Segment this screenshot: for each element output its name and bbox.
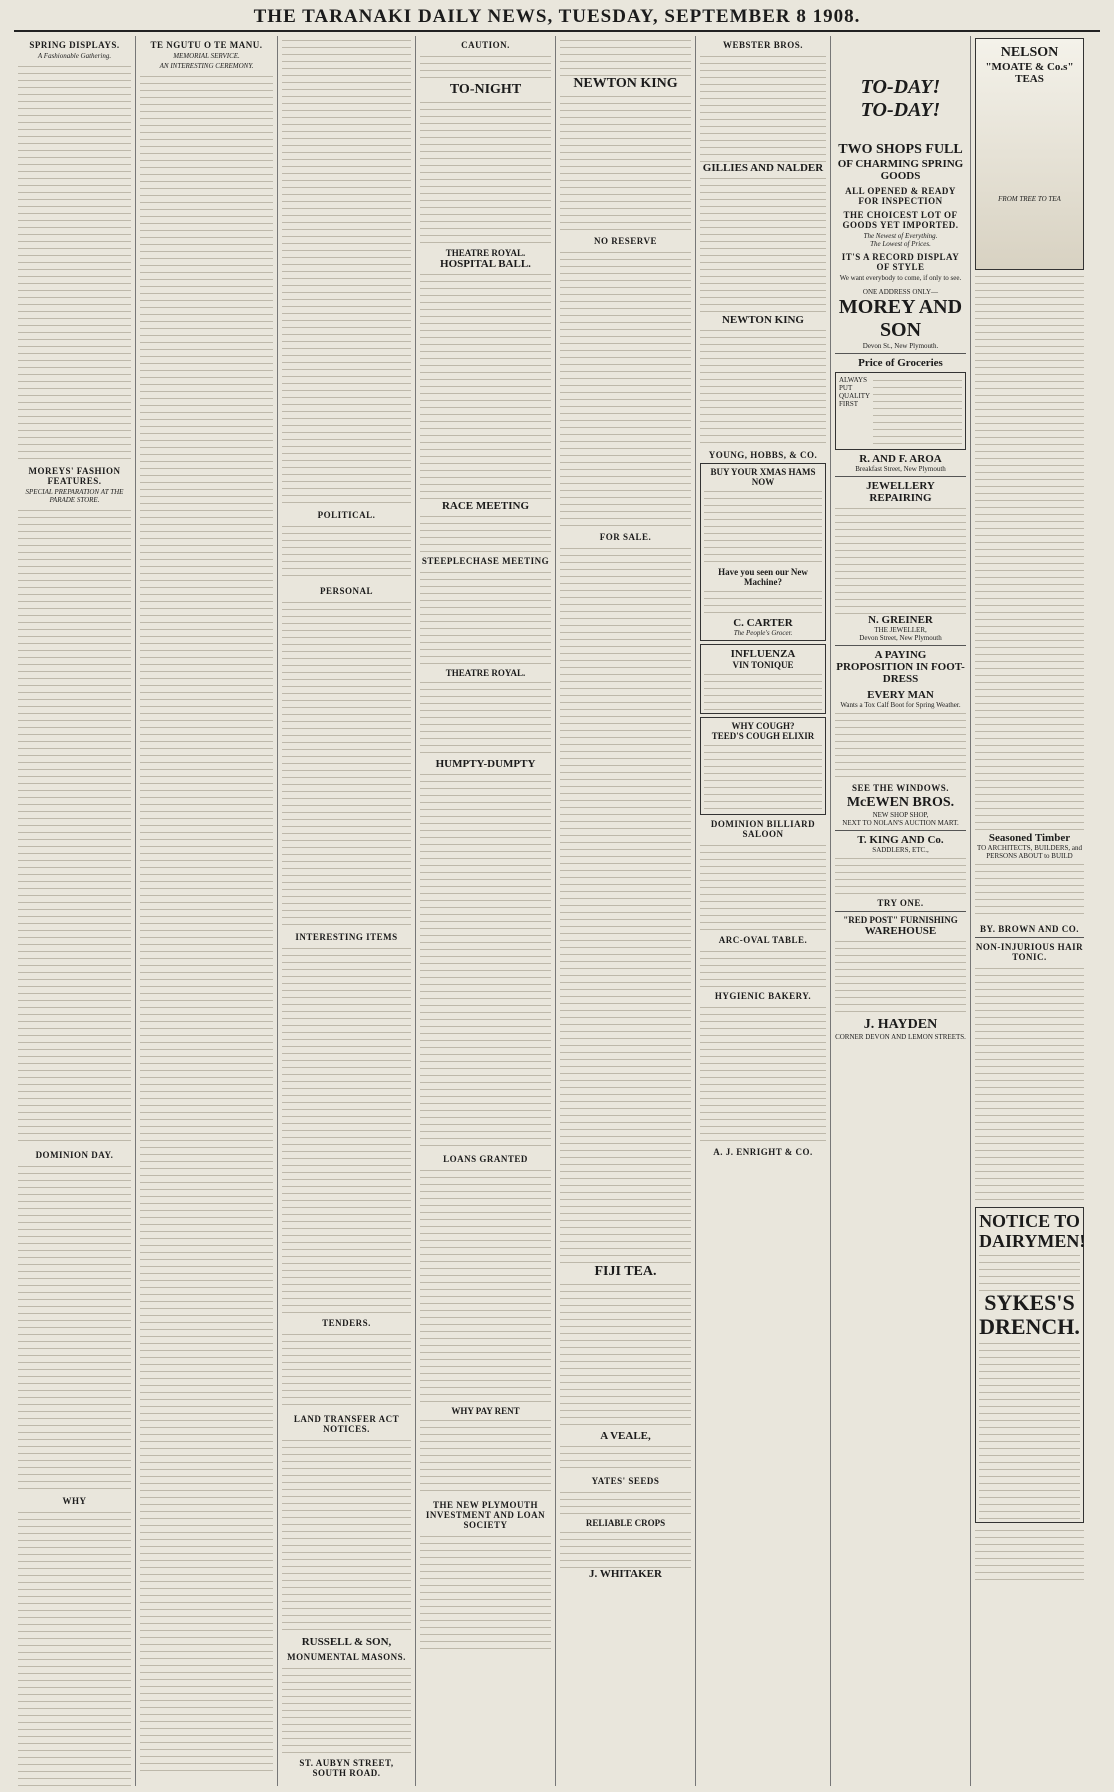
russell-heading: RUSSELL & SON, [301,1636,392,1648]
notice-body [700,52,826,162]
fiji-tea-heading: FIJI TEA. [594,1264,657,1279]
notice-body [420,1532,551,1652]
morey-son: MOREY AND SON [838,296,963,341]
article-body [18,506,131,1146]
ad-body [704,587,822,617]
moreys-heading: MOREYS' FASHION FEATURES. [28,466,121,486]
influenza-ad [700,644,826,714]
ad-body [873,376,962,446]
vin-tonique: VIN TONIQUE [732,660,794,670]
column-6 [696,36,831,1786]
want-everybody: We want everybody to come, if only to see. [839,274,962,282]
red-post-furnishing: "RED POST" FURNISHING [843,915,958,925]
young-hobbs-heading: YOUNG, HOBBS, & CO. [708,450,818,460]
jewellery-repairing: JEWELLERY REPAIRING [866,480,935,504]
hair-tonic: NON-INJURIOUS HAIR TONIC. [975,942,1084,962]
why-cough: WHY COUGH? [731,721,795,731]
article-body [18,1162,131,1492]
notice-body [420,770,551,1150]
newton-king-heading: NEWTON KING [573,76,678,91]
why-heading: WHY [62,1496,87,1506]
masthead-rule [14,30,1100,32]
greiner-address: Devon Street, New Plymouth [859,634,942,642]
article-body [18,1508,131,1786]
newest-line: The Newest of Everything. [863,232,938,240]
memorial-service-subheading: MEMORIAL SERVICE. [173,52,240,60]
arc-oval-heading: ARC-OVAL TABLE. [718,935,808,945]
charming-spring: OF CHARMING SPRING GOODS [837,158,964,182]
morey-address: Devon St., New Plymouth. [862,342,939,350]
see-windows: SEE THE WINDOWS. [852,783,949,793]
always-quality: ALWAYS PUT QUALITY FIRST [839,376,870,408]
ad-body [979,1339,1080,1519]
next-to-nolans: NEXT TO NOLAN'S AUCTION MART. [842,819,959,827]
yates-seeds-heading: YATES' SEEDS [591,1476,660,1486]
hygienic-bakery-heading: HYGIENIC BAKERY. [714,991,812,1001]
loan-society-heading: THE NEW PLYMOUTH INVESTMENT AND LOAN SOCIETY [425,1500,546,1530]
tenders-heading: TENDERS. [322,1318,371,1328]
carter-name: C. CARTER [733,617,793,629]
from-tree: FROM TREE TO TEA [998,195,1061,203]
ad-body [835,709,966,779]
notice-body [560,1280,691,1430]
spring-displays-subheading: A Fashionable Gathering. [37,52,112,60]
today-banner [835,76,966,99]
column-2 [136,36,278,1786]
reliable-crops-heading: RELIABLE CROPS [585,1518,666,1528]
veale-heading: A VEALE, [600,1430,651,1442]
article-body [282,598,411,928]
greiner-tagline: THE JEWELLER, [874,626,927,634]
to-architects: TO ARCHITECTS, BUILDERS, and PERSONS ABOUT to BUILD [976,844,1083,860]
dominion-day-heading: DOMINION DAY. [35,1150,114,1160]
whitaker-heading: J. WHITAKER [589,1568,662,1580]
mcewen-bros: McEWEN BROS. [846,795,955,810]
column-3 [278,36,416,1786]
warehouse: WAREHOUSE [864,925,937,937]
seasoned-timber: Seasoned Timber [988,832,1071,844]
ad-body [704,487,822,567]
divider [975,937,1084,938]
hayden-address: CORNER DEVON AND LEMON STREETS. [835,1033,966,1041]
article-body [282,944,411,1314]
try-one: TRY ONE. [877,898,924,908]
wants-boot: Wants a Tox Calf Boot for Spring Weather. [840,701,961,709]
today-text-2: TO-DAY! [860,99,941,121]
ad-body [704,670,822,710]
race-meeting-heading: RACE MEETING [441,500,530,512]
column-7 [831,36,971,1786]
hospital-ball-heading: HOSPITAL BALL. [440,258,531,270]
notice-body [420,98,551,248]
notice-body [560,92,691,232]
teeds-elixir: TEED'S COUGH ELIXIR [711,731,815,741]
masthead: THE TARANAKI DAILY NEWS, TUESDAY, SEPTEMBER 8 1908. [253,6,861,27]
column-1 [14,36,136,1786]
ad-body [835,504,966,614]
cough-ad [700,717,826,815]
no-reserve-heading: NO RESERVE [594,236,657,246]
gillies-nalder-heading: GILLIES AND NALDER [702,162,824,174]
russell-address: ST. AUBYN STREET, SOUTH ROAD. [299,1758,394,1778]
why-pay-rent-heading: WHY PAY RENT [451,1406,520,1416]
for-sale-heading: FOR SALE. [599,532,652,542]
influenza-heading: INFLUENZA [730,648,796,660]
monumental-masons: MONUMENTAL MASONS. [287,1652,406,1662]
greiner-name: N. GREINER [868,614,933,626]
notice-body [420,678,551,758]
today-text-1: TO-DAY! [860,76,941,98]
notice-body [560,36,691,76]
ceremony-subheading: AN INTERESTING CEREMONY. [159,62,254,70]
price-groceries: Price of Groceries [858,357,943,369]
political-heading: POLITICAL. [317,510,376,520]
notice-body [560,1488,691,1518]
steeplechase-heading: STEEPLECHASE MEETING [421,556,550,566]
two-shops: TWO SHOPS FULL [838,142,963,157]
notice-body [560,248,691,528]
columns [14,36,1100,1786]
spring-displays-heading: SPRING DISPLAYS. [29,40,120,50]
column-8 [971,36,1088,1786]
divider [835,645,966,646]
divider [835,476,966,477]
ad-body [835,854,966,894]
ad-body [979,1251,1080,1291]
land-transfer-heading: LAND TRANSFER ACT NOTICES. [293,1414,400,1434]
theatre-royal-heading-2: THEATRE ROYAL. [445,668,526,678]
nelson-tea-illustration [975,38,1084,270]
interesting-items-heading: INTERESTING ITEMS [295,932,398,942]
notice-body [700,1003,826,1143]
article-body [140,72,273,1772]
tonight-heading: TO-NIGHT [449,82,522,97]
saddlers: SADDLERS, ETC., [872,846,929,854]
article-body [282,522,411,582]
one-address: ONE ADDRESS ONLY— [862,288,939,296]
nelson-logo: NELSON [1000,45,1059,60]
enright-heading: A. J. ENRIGHT & CO. [713,1147,813,1157]
article-body [282,36,411,506]
record-display: IT'S A RECORD DISPLAY OF STYLE [841,252,960,272]
choicest-lot: THE CHOICEST LOT OF GOODS YET IMPORTED. [842,210,959,230]
ad-body [975,964,1084,1204]
column-5 [556,36,696,1786]
te-ngutu-heading: TE NGUTU O TE MANU. [150,40,263,50]
notice-body [420,1416,551,1496]
aroa-name: R. AND F. AROA [859,453,942,465]
tking-name: T. KING AND Co. [857,834,944,846]
divider [835,830,966,831]
notice-body [420,568,551,668]
notice-body [420,512,551,552]
carter-tagline: The People's Grocer. [733,629,793,637]
sykes-drench: SYKES'S DRENCH. [979,1290,1080,1339]
divider [835,353,966,354]
column-4 [416,36,556,1786]
notice-body [420,270,551,500]
every-man: EVERY MAN [867,689,934,701]
humpty-dumpty-heading: HUMPTY-DUMPTY [435,758,536,770]
webster-bros-heading: WEBSTER BROS. [722,40,804,50]
article-body [282,1330,411,1410]
loans-granted-heading: LOANS GRANTED [443,1154,528,1164]
notice-body [420,1166,551,1406]
classifieds [975,1526,1084,1586]
hayden-name: J. HAYDEN [863,1017,938,1032]
notice-body [700,841,826,931]
ad-body [704,741,822,811]
notice-body [560,1442,691,1472]
dairymen-ad [975,1207,1084,1523]
divider [835,911,966,912]
notice-body [700,174,826,314]
notice-body [560,544,691,1264]
lowest-line: The Lowest of Prices. [870,240,931,248]
xmas-hams-ad [700,463,826,641]
article-body [18,62,131,462]
notice-body [560,1528,691,1568]
groceries-ad [835,372,966,450]
notice-body [700,326,826,446]
notice-body [700,947,826,987]
article-body [282,1664,411,1754]
foot-dress: A PAYING PROPOSITION IN FOOT-DRESS [836,649,965,685]
parade-store-subheading: SPECIAL PREPARATION AT THE PARADE STORE. [25,488,124,504]
sewing-machine-text: Have you seen our New Machine? [718,567,808,587]
classifieds [975,272,1084,832]
notice-dairymen: NOTICE TO DAIRYMEN! [979,1211,1086,1251]
notice-body [420,52,551,82]
billiard-saloon-heading: DOMINION BILLIARD SALOON [710,819,816,839]
xmas-hams-text: BUY YOUR XMAS HAMS NOW [710,467,816,487]
teas-logo: "MOATE & Co.s" TEAS [985,61,1074,85]
article-body [282,1436,411,1636]
new-shop: NEW SHOP SHOP, [872,811,929,819]
opened-ready: ALL OPENED & READY FOR INSPECTION [845,186,956,206]
theatre-royal-heading: THEATRE ROYAL. [445,248,526,258]
ad-body [835,937,966,1017]
caution-heading: CAUTION. [461,40,510,50]
aroa-address: Breakfast Street, New Plymouth [855,465,946,473]
newton-king-heading-2: NEWTON KING [721,314,804,326]
brown-and-co: BY. BROWN AND CO. [980,924,1079,934]
ad-body [975,860,1084,920]
personal-heading: PERSONAL [319,586,373,596]
